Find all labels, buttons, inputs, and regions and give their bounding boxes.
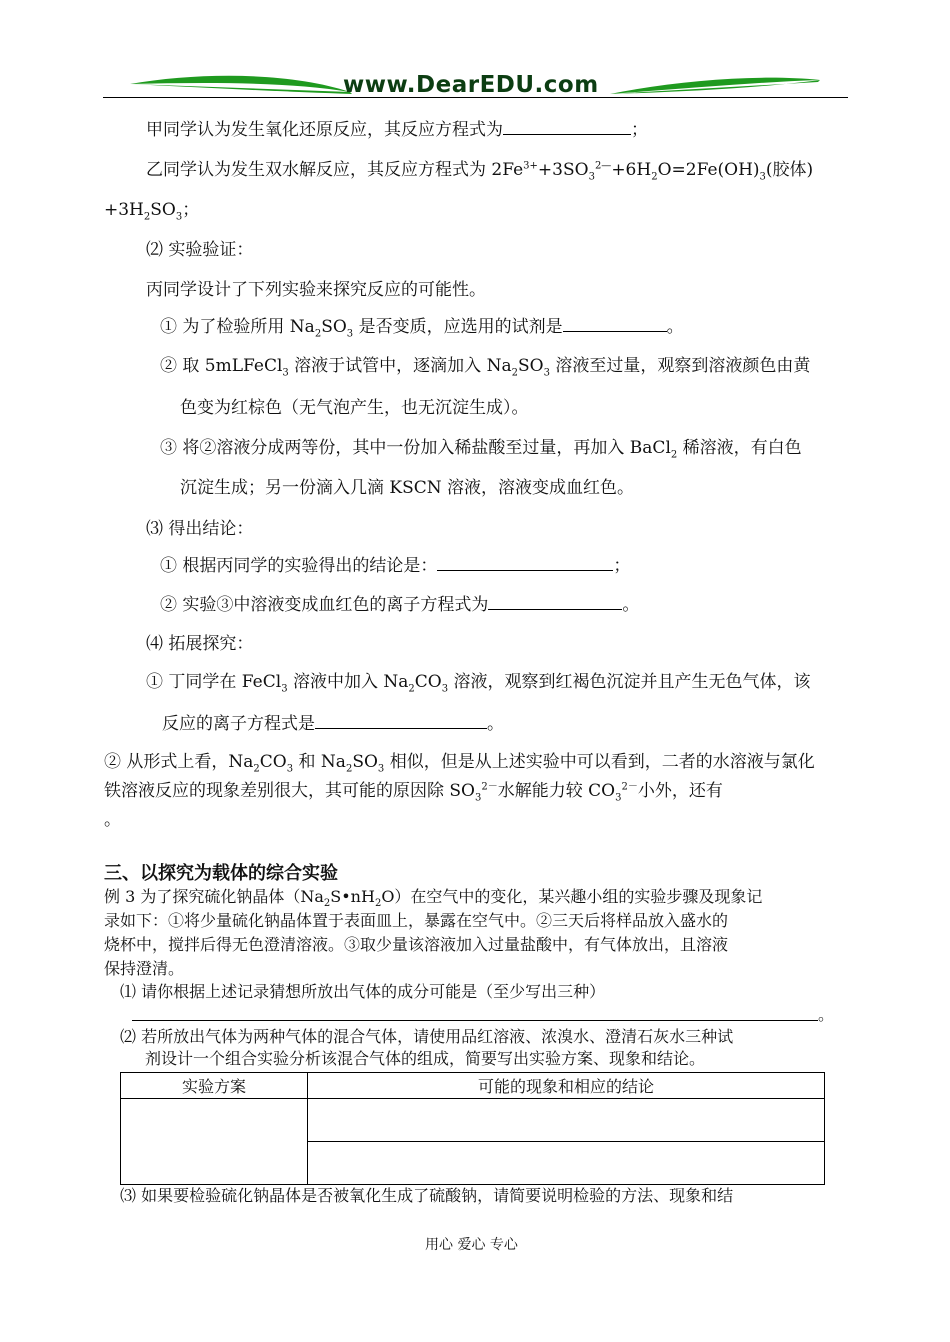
line-6 xyxy=(160,315,684,339)
text: +3SO xyxy=(537,160,589,180)
sub: 3 xyxy=(615,792,622,804)
text: ① 丁同学在 FeCl xyxy=(146,672,282,692)
sup: 2－ xyxy=(621,781,638,793)
text: 相似，但是从上述实验中可以看到，二者的水溶液与氯化 xyxy=(384,752,815,772)
answer-line[interactable] xyxy=(132,1020,818,1021)
table-cell-result-2[interactable] xyxy=(308,1142,825,1185)
text: 。 xyxy=(666,317,684,337)
sub: 2 xyxy=(323,898,331,910)
sub: 3 xyxy=(281,683,288,695)
sub: 2 xyxy=(253,763,260,775)
sub: 3 xyxy=(543,367,550,379)
text: ② 取 5mLFeCl xyxy=(160,356,283,376)
subheading-4: ⑷ 拓展探究： xyxy=(146,634,254,654)
table-cell-plan[interactable] xyxy=(121,1099,308,1185)
text: 稀溶液，有白色 xyxy=(677,438,802,458)
question-2-line-2: 剂设计一个组合实验分析该混合气体的组成，简要写出实验方案、现象和结论。 xyxy=(145,1049,706,1068)
sub: 2 xyxy=(345,763,353,775)
line-15 xyxy=(146,670,811,694)
line-16 xyxy=(162,712,504,736)
sub: 2 xyxy=(511,367,518,379)
text: O=2Fe(OH) xyxy=(657,160,760,180)
sup: 2— xyxy=(594,160,612,172)
text: ② 从形式上看，Na xyxy=(104,752,254,772)
footer-slogan: 用心 爱心 专心 xyxy=(425,1237,518,1253)
example-para-line-3: 烧杯中，搅拌后得无色澄清溶液。③取少量该溶液加入过量盐酸中，有气体放出，且溶液 xyxy=(104,935,729,954)
line-5: 丙同学设计了下列实验来探究反应的可能性。 xyxy=(146,280,486,300)
sub: 3 xyxy=(475,792,482,804)
header-rule xyxy=(103,97,848,98)
q1-end-period: 。 xyxy=(818,1005,835,1024)
answer-blank[interactable] xyxy=(437,554,613,571)
text: 水解能力较 CO xyxy=(497,781,616,801)
text: 反应的离子方程式是 xyxy=(162,714,315,734)
text: 铁溶液反应的现象差别很大，其可能的原因除 SO xyxy=(104,781,475,801)
subheading-2: ⑵ 实验验证： xyxy=(146,240,254,260)
text: 。 xyxy=(622,595,640,615)
text: CO xyxy=(259,752,287,772)
text: +6H xyxy=(611,160,652,180)
text: +3H xyxy=(104,200,144,220)
answer-blank[interactable] xyxy=(503,118,631,135)
line-3 xyxy=(104,198,199,222)
site-title[interactable]: www.DearEDU.com xyxy=(343,72,599,98)
text: SO xyxy=(150,200,176,220)
sub: 3 xyxy=(377,763,385,775)
subheading-3: ⑶ 得出结论： xyxy=(146,519,254,539)
line-18 xyxy=(104,779,723,803)
text: 小外，还有 xyxy=(637,781,723,801)
text: (胶体) xyxy=(765,160,814,180)
question-2-line-1: ⑵ 若所放出气体为两种气体的混合气体，请使用品红溶液、浓溴水、澄清石灰水三种试 xyxy=(120,1027,734,1046)
text: SO xyxy=(321,317,347,337)
question-3: ⑶ 如果要检验硫化钠晶体是否被氧化生成了硫酸钠，请简要说明检验的方法、现象和结 xyxy=(120,1186,734,1205)
text: ③ 将②溶液分成两等份，其中一份加入稀盐酸至过量，再加入 BaCl xyxy=(160,438,671,458)
text: 甲同学认为发生氧化还原反应，其反应方程式为 xyxy=(146,120,503,140)
sub: 3 xyxy=(441,683,449,695)
line-13 xyxy=(160,593,639,617)
sub: 2 xyxy=(651,171,658,183)
text: CO xyxy=(414,672,442,692)
text: ② 实验③中溶液变成血红色的离子方程式为 xyxy=(160,595,489,615)
text: 。 xyxy=(487,714,504,734)
sub: 2 xyxy=(374,898,382,910)
sub: 2 xyxy=(670,449,678,461)
text: S•nH xyxy=(330,887,375,906)
line-17 xyxy=(104,750,815,774)
sub: 2 xyxy=(314,328,322,340)
line-19: 。 xyxy=(104,810,121,830)
table-cell-result-1[interactable] xyxy=(308,1099,825,1142)
line-12 xyxy=(160,554,630,578)
text: 溶液至过量，观察到溶液颜色由黄 xyxy=(549,356,811,376)
text: ① 为了检验所用 Na xyxy=(160,317,315,337)
table-header-result: 可能的现象和相应的结论 xyxy=(308,1073,825,1099)
sub: 3 xyxy=(346,328,354,340)
answer-blank[interactable] xyxy=(563,315,667,332)
text: ； xyxy=(631,120,648,140)
text: SO xyxy=(517,356,544,376)
example-para-line-4: 保持澄清。 xyxy=(104,959,185,978)
question-1: ⑴ 请你根据上述记录猜想所放出气体的成分可能是（至少写出三种） xyxy=(120,982,606,1001)
table-header-plan: 实验方案 xyxy=(121,1073,308,1099)
line-10: 沉淀生成；另一份滴入几滴 KSCN 溶液，溶液变成血红色。 xyxy=(180,478,635,498)
experiment-table xyxy=(120,1072,825,1185)
sub: 2 xyxy=(143,211,151,223)
text: ； xyxy=(613,556,631,576)
text: 溶液于试管中，逐滴加入 Na xyxy=(288,356,512,376)
sub: 3 xyxy=(175,211,183,223)
text: SO xyxy=(352,752,378,772)
text: 溶液中加入 Na xyxy=(287,672,409,692)
text: ① 根据丙同学的实验得出的结论是： xyxy=(160,556,438,576)
text: O）在空气中的变化，某兴趣小组的实验步骤及现象记 xyxy=(381,887,763,906)
line-9 xyxy=(160,436,802,460)
sub: 3 xyxy=(282,367,289,379)
example-para-line-1 xyxy=(104,886,762,908)
line-1 xyxy=(146,118,648,142)
sub: 3 xyxy=(286,763,294,775)
text: 乙同学认为发生双水解反应，其反应方程式为 2Fe xyxy=(146,160,524,180)
text: 例 3 为了探究硫化钠晶体（Na xyxy=(104,887,324,906)
answer-blank[interactable] xyxy=(488,593,622,610)
section-title: 三、以探究为载体的综合实验 xyxy=(104,863,338,884)
sup: 2－ xyxy=(481,781,498,793)
answer-blank[interactable] xyxy=(315,712,487,729)
text: 是否变质，应选用的试剂是 xyxy=(353,317,563,337)
line-2 xyxy=(146,158,813,182)
sub: 3 xyxy=(759,171,766,183)
text: ； xyxy=(182,200,200,220)
example-para-line-2: 录如下：①将少量硫化钠晶体置于表面皿上，暴露在空气中。②三天后将样品放入盛水的 xyxy=(104,911,729,930)
line-8: 色变为红棕色（无气泡产生，也无沉淀生成）。 xyxy=(180,398,529,418)
sub: 2 xyxy=(408,683,415,695)
sub: 3 xyxy=(588,171,595,183)
line-7 xyxy=(160,354,810,378)
sup: 3+ xyxy=(523,160,538,172)
text: 和 Na xyxy=(293,752,346,772)
text: 溶液，观察到红褐色沉淀并且产生无色气体，该 xyxy=(448,672,811,692)
